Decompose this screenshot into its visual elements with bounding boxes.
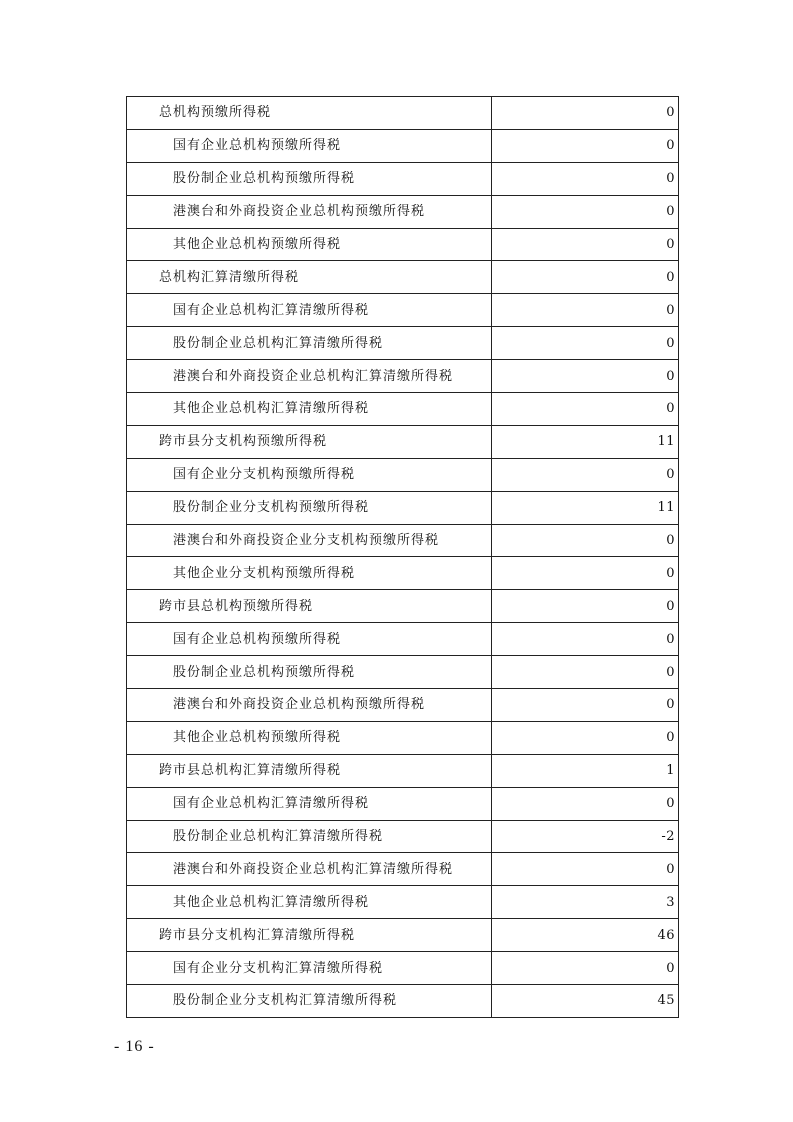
row-label: 其他企业分支机构预缴所得税 <box>127 557 492 590</box>
row-label: 其他企业总机构汇算清缴所得税 <box>127 393 492 426</box>
row-value: 0 <box>492 294 679 327</box>
row-label: 港澳台和外商投资企业分支机构预缴所得税 <box>127 524 492 557</box>
row-label: 国有企业总机构汇算清缴所得税 <box>127 787 492 820</box>
row-value: 46 <box>492 919 679 952</box>
row-value: 0 <box>492 97 679 130</box>
row-label: 跨市县总机构预缴所得税 <box>127 590 492 623</box>
table-row <box>127 689 679 722</box>
row-label: 国有企业分支机构汇算清缴所得税 <box>127 952 492 985</box>
row-value: 0 <box>492 228 679 261</box>
row-value: 0 <box>492 129 679 162</box>
row-value: 0 <box>492 952 679 985</box>
table-row <box>127 623 679 656</box>
row-label: 股份制企业总机构汇算清缴所得税 <box>127 820 492 853</box>
row-label: 股份制企业总机构预缴所得税 <box>127 162 492 195</box>
table-body <box>127 97 679 1018</box>
row-label: 港澳台和外商投资企业总机构预缴所得税 <box>127 195 492 228</box>
row-value: 0 <box>492 787 679 820</box>
table-row <box>127 853 679 886</box>
row-label: 跨市县总机构汇算清缴所得税 <box>127 754 492 787</box>
row-value: 0 <box>492 853 679 886</box>
row-value: 0 <box>492 393 679 426</box>
table-row <box>127 590 679 623</box>
row-value: 0 <box>492 623 679 656</box>
table-row <box>127 360 679 393</box>
row-label: 国有企业分支机构预缴所得税 <box>127 458 492 491</box>
row-value: 0 <box>492 458 679 491</box>
row-value: 0 <box>492 261 679 294</box>
row-label: 其他企业总机构汇算清缴所得税 <box>127 886 492 919</box>
row-value: 45 <box>492 985 679 1018</box>
row-label: 国有企业总机构预缴所得税 <box>127 129 492 162</box>
row-label: 港澳台和外商投资企业总机构预缴所得税 <box>127 689 492 722</box>
row-label: 国有企业总机构汇算清缴所得税 <box>127 294 492 327</box>
row-label: 港澳台和外商投资企业总机构汇算清缴所得税 <box>127 360 492 393</box>
row-label: 跨市县分支机构汇算清缴所得税 <box>127 919 492 952</box>
row-value: 0 <box>492 327 679 360</box>
table-row <box>127 952 679 985</box>
table-row <box>127 754 679 787</box>
table-row <box>127 787 679 820</box>
row-label: 股份制企业分支机构汇算清缴所得税 <box>127 985 492 1018</box>
row-label: 港澳台和外商投资企业总机构汇算清缴所得税 <box>127 853 492 886</box>
table-row <box>127 425 679 458</box>
row-value: 1 <box>492 754 679 787</box>
table-row <box>127 97 679 130</box>
row-value: 0 <box>492 360 679 393</box>
row-label: 国有企业总机构预缴所得税 <box>127 623 492 656</box>
row-label: 其他企业总机构预缴所得税 <box>127 228 492 261</box>
table-row <box>127 261 679 294</box>
table-row <box>127 162 679 195</box>
row-value: 0 <box>492 656 679 689</box>
table-row <box>127 195 679 228</box>
row-value: 0 <box>492 557 679 590</box>
row-label: 总机构汇算清缴所得税 <box>127 261 492 294</box>
table-row <box>127 228 679 261</box>
row-value: 0 <box>492 590 679 623</box>
table-row <box>127 524 679 557</box>
table-row <box>127 491 679 524</box>
table-row <box>127 458 679 491</box>
row-value: 0 <box>492 524 679 557</box>
row-value: 0 <box>492 195 679 228</box>
page-number: - 16 - <box>114 1038 155 1055</box>
table-row <box>127 985 679 1018</box>
row-label: 股份制企业分支机构预缴所得税 <box>127 491 492 524</box>
table-row <box>127 129 679 162</box>
budget-table <box>126 96 679 1018</box>
table-row <box>127 919 679 952</box>
row-value: 0 <box>492 162 679 195</box>
row-value: -2 <box>492 820 679 853</box>
row-label: 股份制企业总机构汇算清缴所得税 <box>127 327 492 360</box>
row-value: 11 <box>492 425 679 458</box>
row-label: 总机构预缴所得税 <box>127 97 492 130</box>
table-row <box>127 820 679 853</box>
table-row <box>127 886 679 919</box>
row-value: 0 <box>492 689 679 722</box>
row-value: 3 <box>492 886 679 919</box>
table-row <box>127 294 679 327</box>
table-row <box>127 327 679 360</box>
row-label: 股份制企业总机构预缴所得税 <box>127 656 492 689</box>
row-value: 11 <box>492 491 679 524</box>
row-label: 跨市县分支机构预缴所得税 <box>127 425 492 458</box>
table-row <box>127 656 679 689</box>
table-row <box>127 393 679 426</box>
row-label: 其他企业总机构预缴所得税 <box>127 721 492 754</box>
table-row <box>127 721 679 754</box>
row-value: 0 <box>492 721 679 754</box>
table-row <box>127 557 679 590</box>
